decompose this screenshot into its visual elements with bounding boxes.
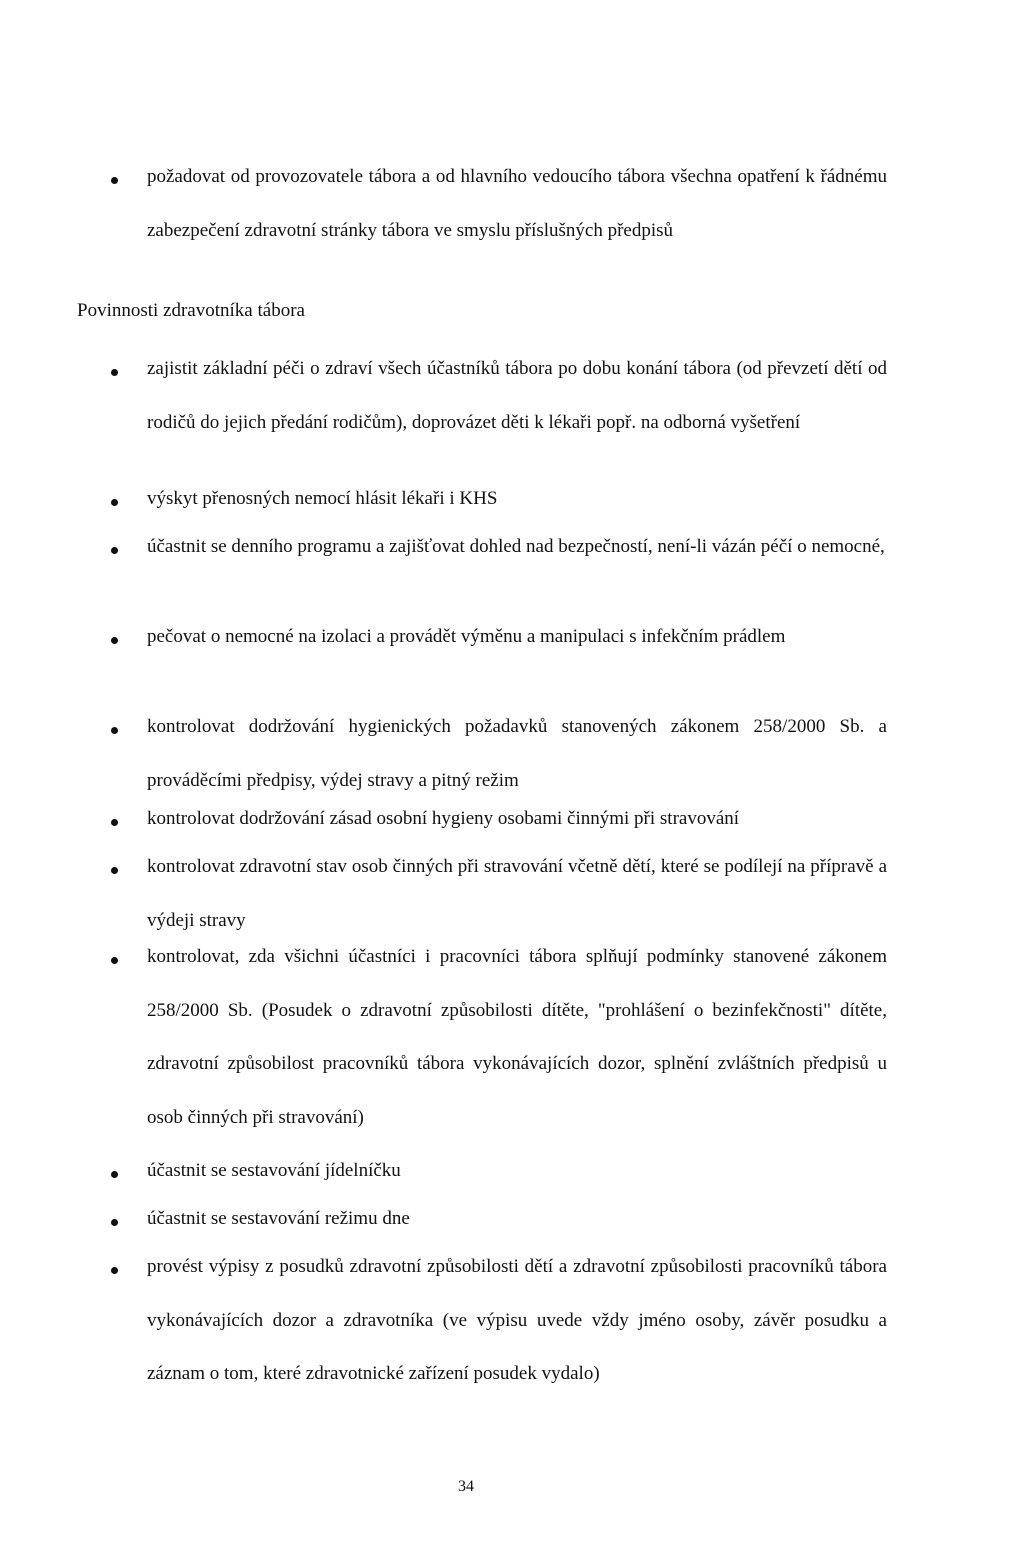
bullet-icon xyxy=(111,727,118,734)
list-item-text: výskyt přenosných nemocí hlásit lékaři i KHS xyxy=(147,488,498,509)
bullet-icon xyxy=(111,369,118,376)
bullet-icon xyxy=(111,1219,118,1226)
list-item-text: pečovat o nemocné na izolaci a provádět výměnu a manipulaci s infekčním prádlem xyxy=(147,626,786,647)
bullet-icon xyxy=(111,1171,118,1178)
list-item-text: kontrolovat dodržování hygienických požadavků stanovených zákonem 258/2000 Sb. a prováděcími předpisy, výdej stravy a pitný režim xyxy=(147,716,887,791)
list-item-text: účastnit se sestavování jídelníčku xyxy=(147,1160,401,1181)
bullet-icon xyxy=(111,637,118,644)
list-item-text: kontrolovat, zda všichni účastníci i pracovníci tábora splňují podmínky stanovené zákonem 258/2000 Sb. (Posudek o zdravotní způsobilosti dítěte, "prohlášení o bezinfekčnosti" dítěte, zdravotní způsobilost pracovníků tábora vykonávajících dozor, splnění zvláštních předpisů u osob činných při stravování) xyxy=(147,946,887,1128)
bullet-icon xyxy=(111,547,118,554)
section-heading: Povinnosti zdravotníka tábora xyxy=(77,300,305,321)
bullet-icon xyxy=(111,1267,118,1274)
bullet-icon xyxy=(111,867,118,874)
bullet-icon xyxy=(111,177,118,184)
bullet-icon xyxy=(111,499,118,506)
bullet-icon xyxy=(111,819,118,826)
list-item-text: zajistit základní péči o zdraví všech účastníků tábora po dobu konání tábora (od převzetí dětí od rodičů do jejich předání rodičům), doprovázet děti k lékaři popř. na odborná vyšetření xyxy=(147,358,887,433)
page-number: 34 xyxy=(458,1478,474,1495)
list-item-text: provést výpisy z posudků zdravotní způsobilosti dětí a zdravotní způsobilosti pracovníků tábora vykonávajících dozor a zdravotníka (ve výpisu uvede vždy jméno osoby, závěr posudku a záznam o tom, které zdravotnické zařízení posudek vydalo) xyxy=(147,1256,887,1384)
list-item-text: účastnit se denního programu a zajišťovat dohled nad bezpečností, není-li vázán péčí o nemocné, xyxy=(147,536,885,557)
list-item-text: kontrolovat dodržování zásad osobní hygieny osobami činnými při stravování xyxy=(147,808,740,829)
list-item-text: kontrolovat zdravotní stav osob činných při stravování včetně dětí, které se podílejí na přípravě a výdeji stravy xyxy=(147,856,887,931)
list-item-text: požadovat od provozovatele tábora a od hlavního vedoucího tábora všechna opatření k řádnému zabezpečení zdravotní stránky tábora ve smyslu příslušných předpisů xyxy=(147,166,887,241)
list-item-text: účastnit se sestavování režimu dne xyxy=(147,1208,410,1229)
bullet-icon xyxy=(111,957,118,964)
